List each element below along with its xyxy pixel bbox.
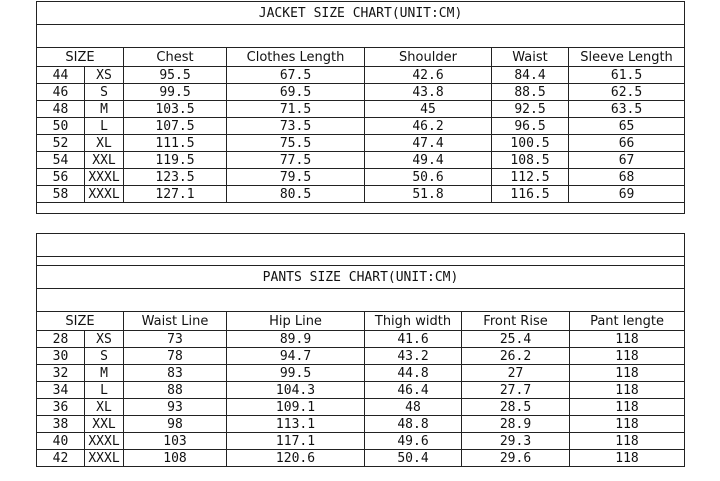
size-number: 30 [37,348,85,365]
blank-row [37,257,685,266]
clothes-length-value: 73.5 [227,118,365,135]
blank-row [37,289,685,312]
hip-line-value: 104.3 [227,382,365,399]
shoulder-value: 49.4 [365,152,492,169]
table-row [37,331,685,348]
size-number: 32 [37,365,85,382]
table-row [37,416,685,433]
waist-value: 96.5 [492,118,569,135]
waist-line-value: 103 [124,433,227,450]
size-letter: S [85,348,124,365]
size-number: 50 [37,118,85,135]
thigh-width-value: 44.8 [365,365,462,382]
front-rise-value: 28.9 [462,416,570,433]
table-row [37,67,685,84]
table-row [37,433,685,450]
size-number: 56 [37,169,85,186]
column-header-clothes-length: Clothes Length [227,48,365,67]
thigh-width-value: 43.2 [365,348,462,365]
waist-line-value: 93 [124,399,227,416]
waist-line-value: 108 [124,450,227,467]
table-row [37,152,685,169]
front-rise-value: 27 [462,365,570,382]
clothes-length-value: 75.5 [227,135,365,152]
column-header-size: SIZE [37,48,124,67]
shoulder-value: 46.2 [365,118,492,135]
size-number: 38 [37,416,85,433]
thigh-width-value: 50.4 [365,450,462,467]
table-row [37,84,685,101]
column-header-front-rise: Front Rise [462,312,570,331]
size-letter: XXXL [85,186,124,203]
size-number: 34 [37,382,85,399]
chest-value: 99.5 [124,84,227,101]
column-header-waist: Waist [492,48,569,67]
chest-value: 127.1 [124,186,227,203]
hip-line-value: 109.1 [227,399,365,416]
chest-value: 103.5 [124,101,227,118]
table-row [37,135,685,152]
shoulder-value: 45 [365,101,492,118]
waist-value: 84.4 [492,67,569,84]
column-header-waist-line: Waist Line [124,312,227,331]
size-letter: S [85,84,124,101]
size-number: 54 [37,152,85,169]
column-header-sleeve-length: Sleeve Length [569,48,685,67]
jacket-header-row [37,48,685,67]
size-number: 46 [37,84,85,101]
column-header-size: SIZE [37,312,124,331]
column-header-shoulder: Shoulder [365,48,492,67]
pant-length-value: 118 [570,365,685,382]
jacket-chart-title: JACKET SIZE CHART(UNIT:CM) [37,2,685,25]
waist-value: 108.5 [492,152,569,169]
column-header-thigh-width: Thigh width [365,312,462,331]
waist-line-value: 98 [124,416,227,433]
waist-value: 92.5 [492,101,569,118]
sleeve-length-value: 62.5 [569,84,685,101]
shoulder-value: 51.8 [365,186,492,203]
blank-row [37,25,685,48]
clothes-length-value: 67.5 [227,67,365,84]
waist-line-value: 83 [124,365,227,382]
sleeve-length-value: 65 [569,118,685,135]
clothes-length-value: 80.5 [227,186,365,203]
chest-value: 123.5 [124,169,227,186]
size-letter: L [85,118,124,135]
waist-line-value: 78 [124,348,227,365]
thigh-width-value: 41.6 [365,331,462,348]
pant-length-value: 118 [570,331,685,348]
sleeve-length-value: 69 [569,186,685,203]
waist-value: 100.5 [492,135,569,152]
size-number: 58 [37,186,85,203]
thigh-width-value: 48.8 [365,416,462,433]
pants-chart-title: PANTS SIZE CHART(UNIT:CM) [37,266,685,289]
table-row [37,101,685,118]
column-header-hip-line: Hip Line [227,312,365,331]
sleeve-length-value: 61.5 [569,67,685,84]
table-row [37,399,685,416]
size-number: 52 [37,135,85,152]
waist-value: 112.5 [492,169,569,186]
table-row [37,382,685,399]
front-rise-value: 26.2 [462,348,570,365]
hip-line-value: 113.1 [227,416,365,433]
sleeve-length-value: 63.5 [569,101,685,118]
thigh-width-value: 48 [365,399,462,416]
sleeve-length-value: 67 [569,152,685,169]
size-number: 42 [37,450,85,467]
pant-length-value: 118 [570,348,685,365]
table-row [37,365,685,382]
size-letter: XXXL [85,433,124,450]
front-rise-value: 29.6 [462,450,570,467]
table-row [37,186,685,203]
size-letter: XL [85,399,124,416]
shoulder-value: 42.6 [365,67,492,84]
table-row [37,169,685,186]
waist-line-value: 88 [124,382,227,399]
chest-value: 119.5 [124,152,227,169]
hip-line-value: 120.6 [227,450,365,467]
size-letter: XXXL [85,169,124,186]
pant-length-value: 118 [570,433,685,450]
column-header-pant-length: Pant lengte [570,312,685,331]
front-rise-value: 25.4 [462,331,570,348]
front-rise-value: 29.3 [462,433,570,450]
hip-line-value: 117.1 [227,433,365,450]
sleeve-length-value: 68 [569,169,685,186]
size-number: 48 [37,101,85,118]
pant-length-value: 118 [570,382,685,399]
size-letter: XS [85,67,124,84]
waist-value: 88.5 [492,84,569,101]
hip-line-value: 89.9 [227,331,365,348]
chest-value: 107.5 [124,118,227,135]
sleeve-length-value: 66 [569,135,685,152]
clothes-length-value: 77.5 [227,152,365,169]
size-number: 40 [37,433,85,450]
clothes-length-value: 79.5 [227,169,365,186]
size-letter: XXL [85,416,124,433]
front-rise-value: 28.5 [462,399,570,416]
size-letter: XL [85,135,124,152]
chest-value: 95.5 [124,67,227,84]
blank-row [37,203,685,214]
column-header-chest: Chest [124,48,227,67]
size-number: 36 [37,399,85,416]
pant-length-value: 118 [570,416,685,433]
size-letter: XXXL [85,450,124,467]
size-number: 44 [37,67,85,84]
size-letter: XXL [85,152,124,169]
size-letter: XS [85,331,124,348]
size-number: 28 [37,331,85,348]
jacket-size-chart [36,1,685,214]
hip-line-value: 94.7 [227,348,365,365]
hip-line-value: 99.5 [227,365,365,382]
thigh-width-value: 49.6 [365,433,462,450]
waist-line-value: 73 [124,331,227,348]
shoulder-value: 50.6 [365,169,492,186]
waist-value: 116.5 [492,186,569,203]
front-rise-value: 27.7 [462,382,570,399]
table-row [37,348,685,365]
blank-row [37,234,685,257]
size-letter: M [85,101,124,118]
table-row [37,450,685,467]
pant-length-value: 118 [570,399,685,416]
shoulder-value: 43.8 [365,84,492,101]
pant-length-value: 118 [570,450,685,467]
clothes-length-value: 69.5 [227,84,365,101]
pants-size-chart [36,233,685,467]
table-row [37,118,685,135]
shoulder-value: 47.4 [365,135,492,152]
pants-header-row [37,312,685,331]
size-letter: L [85,382,124,399]
clothes-length-value: 71.5 [227,101,365,118]
chest-value: 111.5 [124,135,227,152]
size-letter: M [85,365,124,382]
thigh-width-value: 46.4 [365,382,462,399]
